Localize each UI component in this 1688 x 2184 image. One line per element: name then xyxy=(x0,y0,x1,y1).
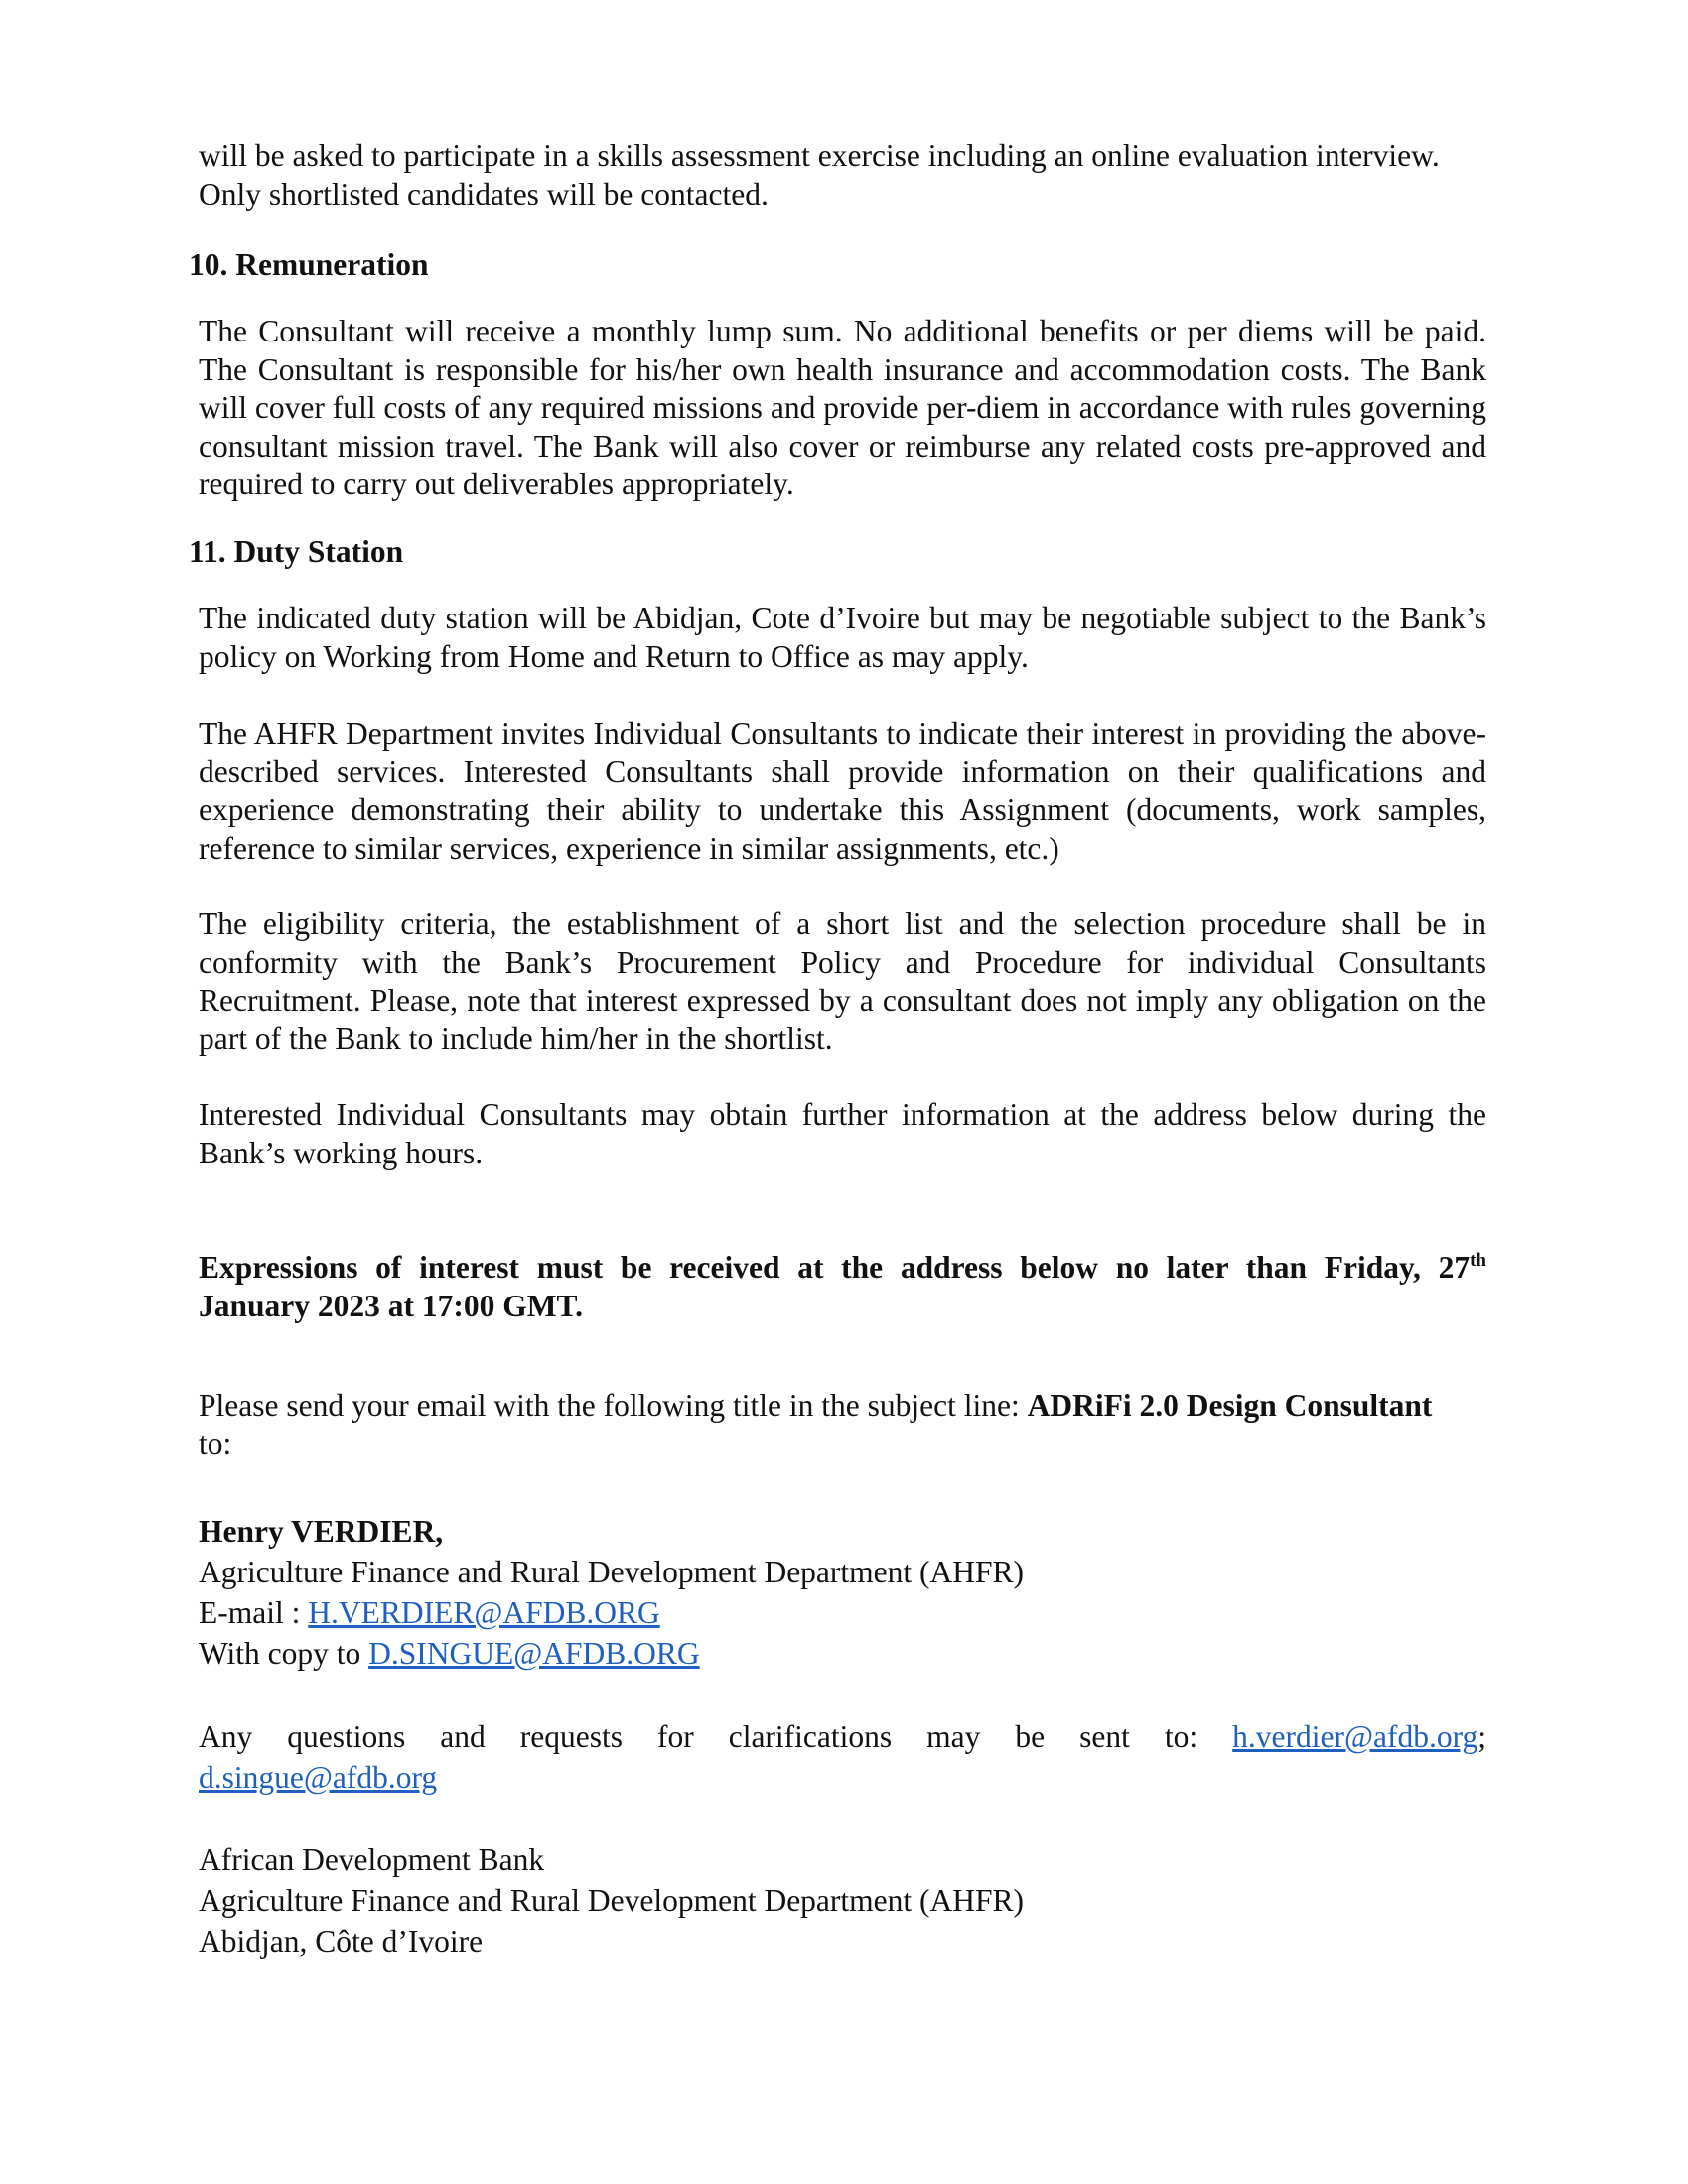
contact-block xyxy=(199,1511,1486,1674)
deadline-notice xyxy=(199,1249,1486,1325)
deadline-line-1 xyxy=(199,1249,1486,1288)
invitation-paragraph: The AHFR Department invites Individual Consultants to indicate their interest in providing the above-described services. Interested Consultants shall provide information on their qualifications and experience demonstrating their ability to undertake this Assignment (documents, work samples, reference to similar services, experience in similar assignments, etc.) xyxy=(199,716,1486,866)
contact-name: Henry VERDIER, xyxy=(199,1514,444,1549)
contact-email-link[interactable]: H.VERDIER@AFDB.ORG xyxy=(308,1595,660,1630)
questions-text: Any questions and requests for clarifications may be sent to: xyxy=(199,1719,1233,1754)
intro-line-2: Only shortlisted candidates will be contacted. xyxy=(199,176,769,211)
address-line-3: Abidjan, Côte d’Ivoire xyxy=(199,1924,484,1959)
address-block xyxy=(199,1840,1486,1962)
copy-label: With copy to xyxy=(199,1636,369,1671)
questions-line-2 xyxy=(199,1757,1486,1798)
duty-station-paragraph: The indicated duty station will be Abidjan, Cote d’Ivoire but may be negotiable subject to the Bank’s policy on Working from Home and Return to Office as may apply. xyxy=(199,601,1486,674)
contact-department: Agriculture Finance and Rural Development Department (AHFR) xyxy=(199,1555,1025,1589)
contact-copy-line xyxy=(199,1633,1486,1674)
intro-line-1: will be asked to participate in a skills assessment exercise including an online evaluation interview. xyxy=(199,138,1440,173)
email-instruction-line-1 xyxy=(199,1387,1486,1426)
email-instruction xyxy=(199,1387,1486,1463)
deadline-line-2: January 2023 at 17:00 GMT. xyxy=(199,1288,584,1323)
question-email-link-1[interactable]: h.verdier@afdb.org xyxy=(1232,1719,1478,1754)
email-label: E-mail : xyxy=(199,1595,309,1630)
questions-paragraph xyxy=(199,1716,1486,1798)
deadline-superscript: th xyxy=(1470,1250,1486,1271)
email-subject: ADRiFi 2.0 Design Consultant xyxy=(1027,1388,1433,1423)
copy-email-link[interactable]: D.SINGUE@AFDB.ORG xyxy=(368,1636,700,1671)
remuneration-paragraph: The Consultant will receive a monthly lump sum. No additional benefits or per diems will be paid. The Consultant is responsible for his/her own health insurance and accommodation costs. The Bank will cover full costs of any required missions and provide per-diem in accordance with rules governing consultant mission travel. The Bank will also cover or reimburse any related costs pre-approved and required to carry out deliverables appropriately. xyxy=(199,314,1486,501)
question-email-link-2[interactable]: d.singue@afdb.org xyxy=(199,1760,438,1795)
section-heading-remuneration: 10. Remuneration xyxy=(189,247,429,282)
further-info-paragraph: Interested Individual Consultants may obtain further information at the address below during the Bank’s working hours. xyxy=(199,1097,1486,1170)
section-heading-duty-station: 11. Duty Station xyxy=(189,534,404,569)
questions-line-1 xyxy=(199,1716,1486,1757)
email-instruction-to: to: xyxy=(199,1426,232,1461)
questions-separator: ; xyxy=(1477,1719,1486,1754)
deadline-text: Expressions of interest must be received at the address below no later than Friday, 27 xyxy=(199,1250,1471,1285)
contact-email-line xyxy=(199,1592,1486,1633)
intro-paragraph xyxy=(199,137,1486,213)
eligibility-paragraph: The eligibility criteria, the establishment of a short list and the selection procedure shall be in conformity with the Bank’s Procurement Policy and Procedure for individual Consultants Recruitment. Please, note that interest expressed by a consultant does not imply any obligation on the part of the Bank to include him/her in the shortlist. xyxy=(199,906,1486,1056)
address-line-1: African Development Bank xyxy=(199,1843,545,1877)
email-instruction-text: Please send your email with the following title in the subject line: xyxy=(199,1388,1028,1423)
address-line-2: Agriculture Finance and Rural Development Department (AHFR) xyxy=(199,1883,1025,1918)
